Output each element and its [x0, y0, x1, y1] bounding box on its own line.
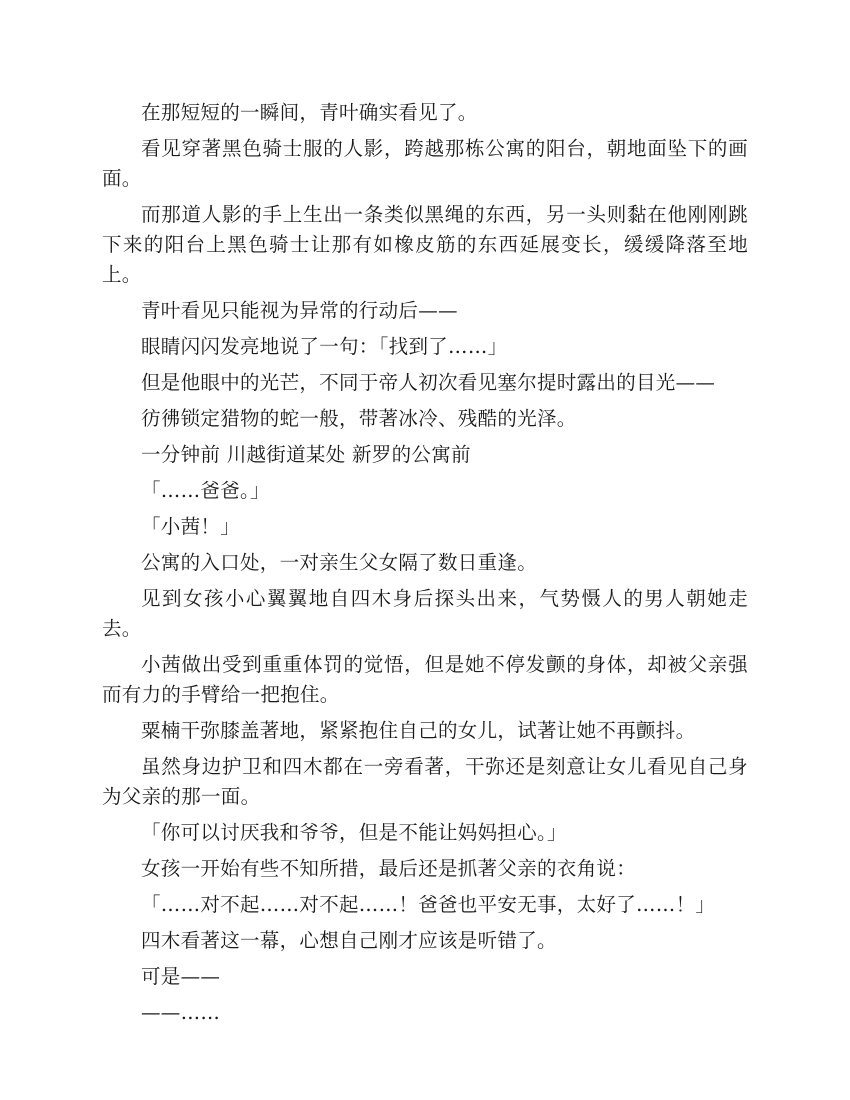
paragraph: 虽然身边护卫和四木都在一旁看著，干弥还是刻意让女儿看见自己身为父亲的那一面。	[102, 755, 748, 808]
paragraph: 眼睛闪闪发亮地说了一句：「找到了……」	[141, 335, 508, 358]
paragraph: 小茜做出受到重重体罚的觉悟，但是她不停发颤的身体，却被父亲强而有力的手臂给一把抱住。	[102, 653, 748, 706]
paragraph: 在那短短的一瞬间，青叶确实看见了。	[141, 101, 478, 124]
paragraph: 粟楠干弥膝盖著地，紧紧抱住自己的女儿，试著让她不再颤抖。	[141, 719, 696, 742]
paragraph: 可是——	[141, 965, 221, 988]
paragraph: 见到女孩小心翼翼地自四木身后探头出来，气势慑人的男人朝她走去。	[102, 587, 748, 640]
paragraph: 「小茜！」	[141, 515, 241, 538]
text-body	[102, 98, 748, 1034]
paragraph: 但是他眼中的光芒，不同于帝人初次看见塞尔提时露出的目光——	[141, 371, 716, 394]
paragraph: 青叶看见只能视为异常的行动后——	[141, 299, 458, 322]
paragraph: 「你可以讨厌我和爷爷，但是不能让妈妈担心。」	[141, 821, 567, 844]
paragraph: 彷彿锁定猎物的蛇一般，带著冰冷、残酷的光泽。	[141, 407, 577, 430]
paragraph: 而那道人影的手上生出一条类似黑绳的东西，另一头则黏在他刚刚跳下来的阳台上黑色骑士让那有如橡皮筋的东西延展变长，缓缓降落至地上。	[102, 203, 748, 286]
paragraph: 女孩一开始有些不知所措，最后还是抓著父亲的衣角说：	[141, 857, 637, 880]
paragraph: 「……爸爸。」	[141, 479, 270, 502]
paragraph: 公寓的入口处，一对亲生父女隔了数日重逢。	[141, 551, 538, 574]
paragraph: ——……	[141, 1001, 221, 1024]
paragraph: 看见穿著黑色骑士服的人影，跨越那栋公寓的阳台，朝地面坠下的画面。	[102, 137, 748, 190]
scene-heading: 一分钟前 川越街道某处 新罗的公寓前	[141, 443, 471, 466]
paragraph: 四木看著这一幕，心想自己刚才应该是听错了。	[141, 929, 557, 952]
paragraph: 「……对不起……对不起……！爸爸也平安无事，太好了……！」	[141, 893, 716, 916]
